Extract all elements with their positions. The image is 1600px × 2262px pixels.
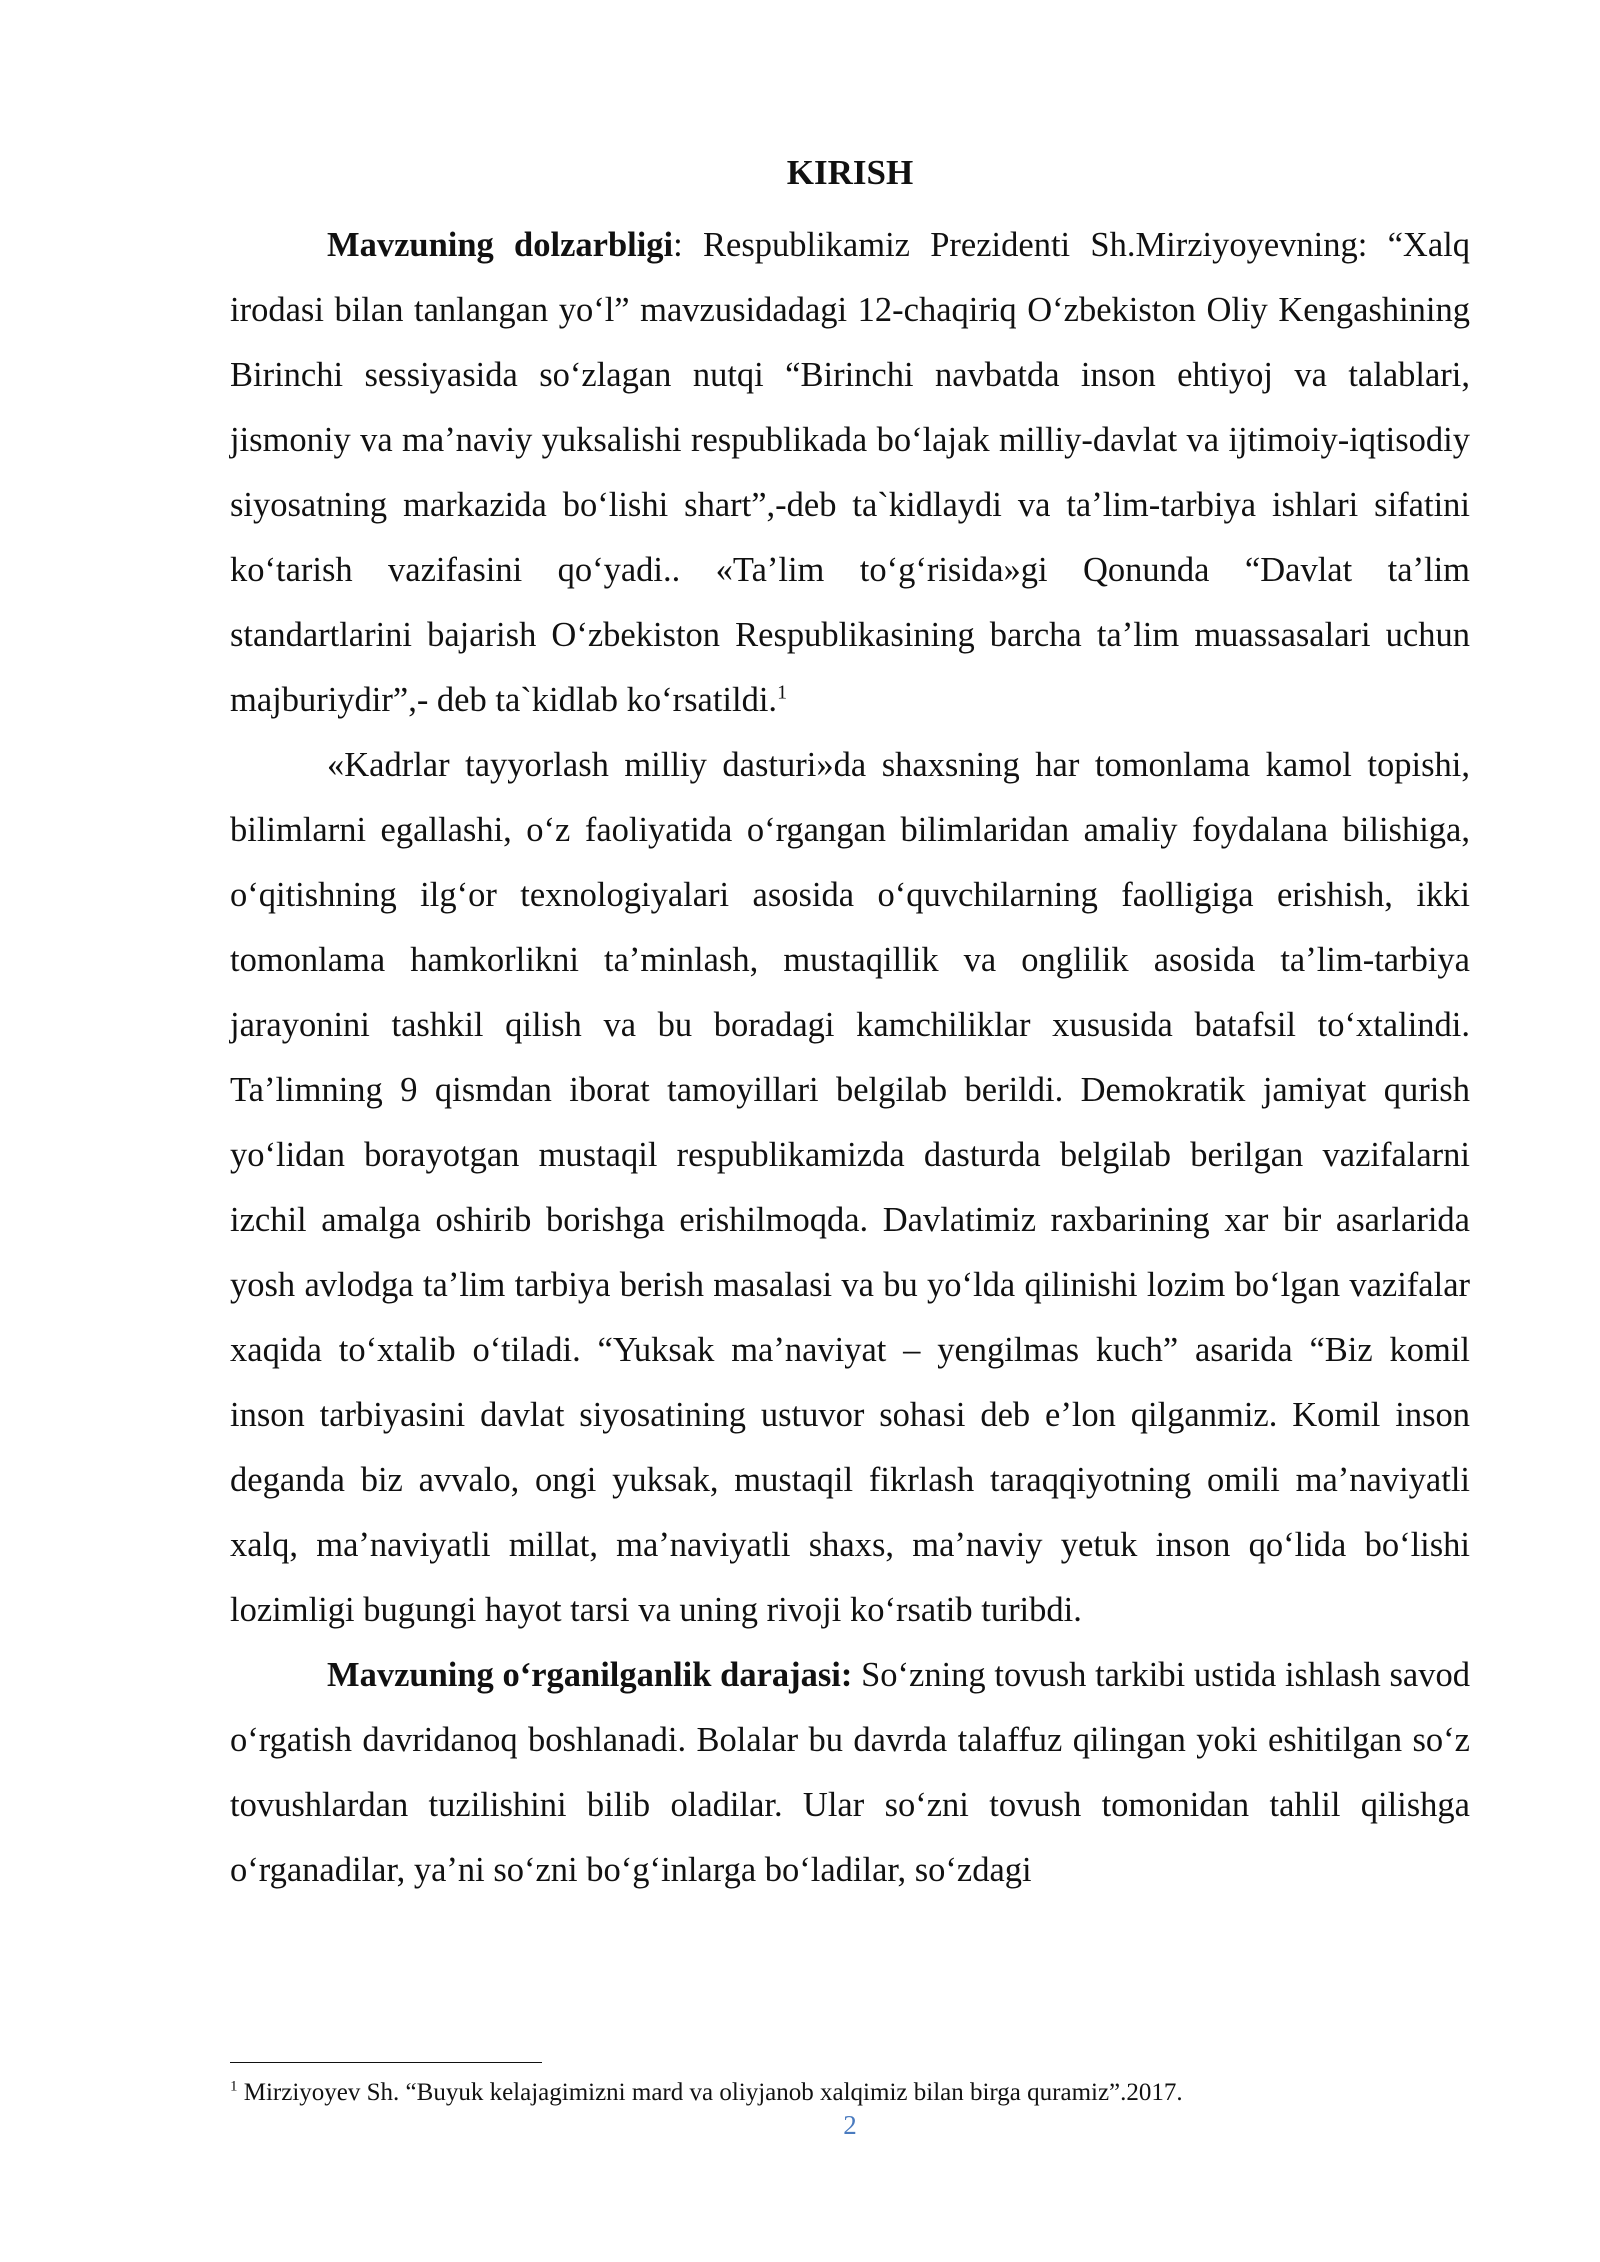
paragraph-relevance — [230, 213, 1470, 733]
paragraph-program: «Kadrlar tayyorlash milliy dasturi»da shaxsning har tomonlama kamol topishi, bilimlarni egallashi, oʻz faoliyatida oʻrgangan bilimlaridan amaliy foydalana bilishiga, oʻqitishning ilgʻor texnologiyalari asosida oʻquvchilarning faolligiga erishish, ikki tomonlama hamkorlikni taʼminlash, mustaqillik va onglilik asosida taʼlim-tarbiya jarayonini tashkil qilish va bu boradagi kamchiliklar xususida batafsil toʻxtalindi. Taʼlimning 9 qismdan iborat tamoyillari belgilab berildi. Demokratik jamiyat qurish yoʻlidan borayotgan mustaqil respublikamizda dasturda belgilab berilgan vazifalarni izchil amalga oshirib borishga erishilmoqda. Davlatimiz raxbarining xar bir asarlarida yosh avlodga taʼlim tarbiya berish masalasi va bu yoʻlda qilinishi lozim boʻlgan vazifalar xaqida toʻxtalib oʻtiladi. “Yuksak maʼnaviyat – yengilmas kuch” asarida “Biz komil inson tarbiyasini davlat siyosatining ustuvor sohasi deb eʼlon qilganmiz. Komil inson deganda biz avvalo, ongi yuksak, mustaqil fikrlash taraqqiyotning omili maʼnaviyatli xalq, maʼnaviyatli millat, maʼnaviyatli shaxs, maʼnaviy yetuk inson qoʻlida boʻlishi lozimligi bugungi hayot tarsi va uning rivoji koʻrsatib turibdi. — [230, 746, 1470, 1629]
study-level-text: Soʻzning tovush tarkibi ustida ishlash savod oʻrgatish davridanoq boshlanadi. Bolalar bu davrda talaffuz qilingan yoki eshitilgan soʻz tovushlardan tuzilishini bilib oladilar. Ular soʻzni tovush tomonidan tahlil qilishga oʻrganadilar, yaʼni soʻzni boʻgʻinlarga boʻladilar, soʻzdagi — [230, 1656, 1470, 1889]
footnote-reference[interactable]: 1 — [777, 681, 788, 704]
footnote-text: Mirziyoyev Sh. “Buyuk kelajagimizni mard va oliyjanob xalqimiz bilan birga quramiz”.2017. — [237, 2079, 1183, 2106]
document-body — [230, 148, 1470, 1903]
relevance-text: : Respublikamiz Prezidenti Sh.Mirziyoyevning: “Xalq irodasi bilan tanlangan yoʻl” mavzusidadagi 12-chaqiriq Oʻzbekiston Oliy Kengashining Birinchi sessiyasida soʻzlagan nutqi “Birinchi navbatda inson ehtiyoj va talablari, jismoniy va maʼnaviy yuksalishi respublikada boʻlajak milliy-davlat va ijtimoiy-iqtisodiy siyosatning markazida boʻlishi shart”,-deb ta`kidlaydi va taʼlim-tarbiya ishlari sifatini koʻtarish vazifasini qoʻyadi.. «Taʼlim toʻgʻrisida»gi Qonunda “Davlat taʼlim standartlarini bajarish Oʻzbekiston Respublikasining barcha taʼlim muassasalari uchun majburiydir”,- deb ta`kidlab koʻrsatildi. — [230, 226, 1470, 719]
page-number: 2 — [843, 2110, 857, 2140]
paragraph-study-level — [230, 1643, 1470, 1903]
footnote — [230, 2077, 1470, 2109]
footnote-separator — [230, 2062, 542, 2063]
footnote-number: 1 — [230, 2078, 238, 2095]
section-title: KIRISH — [786, 153, 914, 192]
footnote-area — [230, 2062, 1470, 2109]
relevance-heading: Mavzuning dolzarbligi — [327, 226, 674, 264]
study-level-heading: Mavzuning oʻrganilganlik darajasi: — [327, 1656, 853, 1694]
